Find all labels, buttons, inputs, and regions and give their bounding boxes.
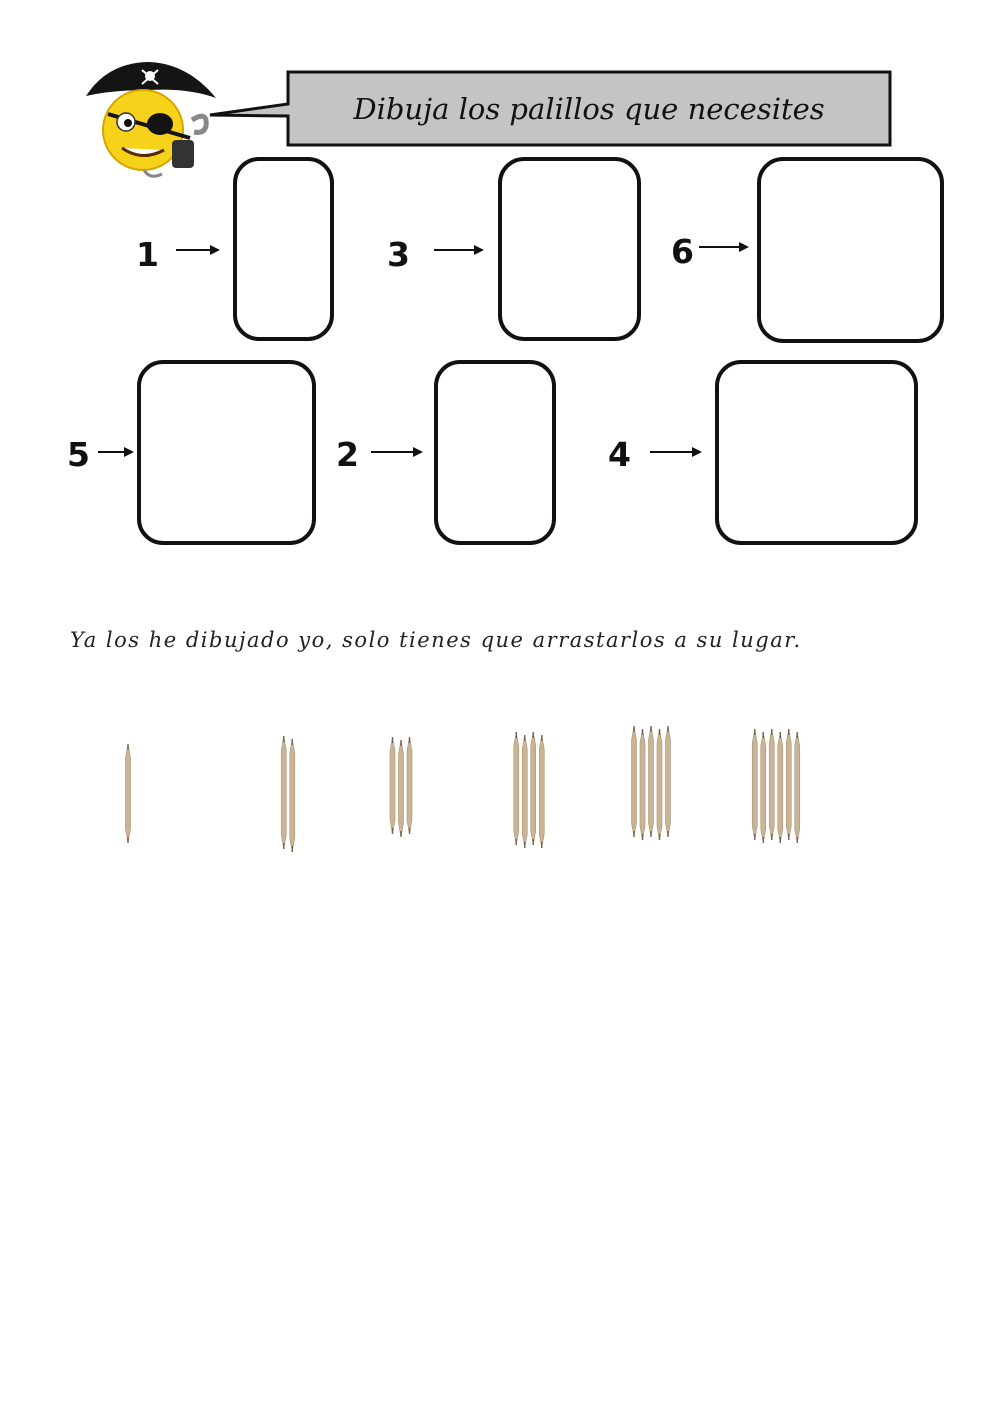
toothpick [657,729,662,840]
arrow-right-icon [650,445,702,459]
toothpick [761,732,766,843]
toothpick [407,737,412,834]
arrow-right-icon [699,240,749,254]
target-number-1: 1 [136,235,159,274]
drag-hint-text: Ya los he dibujado yo, solo tienes que arrastarlos a su lugar. [70,628,802,652]
drop-box-5[interactable] [137,360,316,545]
toothpicks-3[interactable] [376,733,426,841]
arrow-right-icon [98,445,134,459]
pirate-mascot-icon [78,58,223,188]
drop-box-4[interactable] [715,360,918,545]
drop-box-2[interactable] [434,360,556,545]
drop-box-6[interactable] [757,157,944,343]
target-number-2: 2 [336,435,359,474]
instruction-title: Dibuja los palillos que necesites [353,92,825,126]
toothpick [769,729,774,840]
drop-box-3[interactable] [498,157,641,341]
toothpick [290,739,295,852]
target-number-4: 4 [608,435,631,474]
arrow-right-icon [371,445,423,459]
toothpick [399,740,404,837]
toothpick [390,737,395,834]
toothpick [514,732,519,845]
drop-box-1[interactable] [233,157,334,341]
toothpick [531,732,536,845]
toothpicks-2[interactable] [268,732,308,856]
target-number-5: 5 [67,435,90,474]
toothpick [666,726,671,837]
target-number-3: 3 [387,235,410,274]
arrow-right-icon [434,243,484,257]
toothpick [752,729,757,840]
arrow-right-icon [176,243,220,257]
toothpick [281,736,286,849]
toothpick [778,732,783,843]
toothpick [786,729,791,840]
toothpick [632,726,637,837]
toothpick [539,735,544,848]
target-number-6: 6 [671,232,694,271]
toothpick [640,729,645,840]
toothpick [795,732,800,843]
toothpicks-1[interactable] [110,740,146,850]
toothpicks-6[interactable] [736,725,816,847]
toothpicks-4[interactable] [500,728,558,852]
toothpicks-5[interactable] [616,722,686,844]
toothpick [126,744,131,843]
toothpick [522,735,527,848]
toothpick [649,726,654,837]
